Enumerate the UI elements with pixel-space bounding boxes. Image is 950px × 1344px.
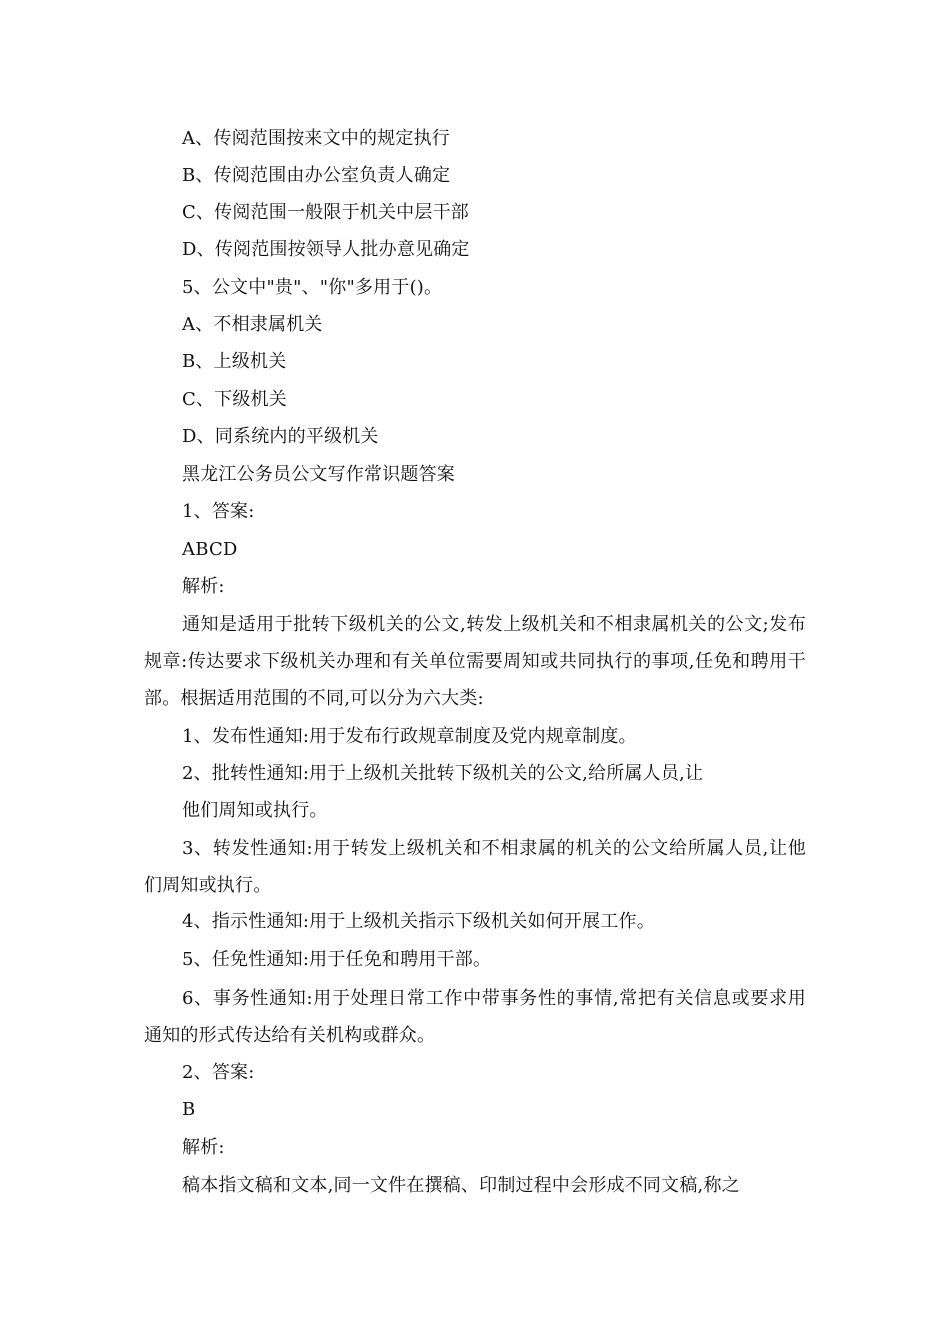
notice-type-2-line2: 他们周知或执行。 bbox=[182, 800, 328, 821]
notice-type-2-line1: 2、批转性通知:用于上级机关批转下级机关的公文,给所属人员,让 bbox=[182, 763, 704, 784]
answer2-heading: 2、答案: bbox=[182, 1062, 255, 1083]
notice-type-5: 5、任免性通知:用于任免和聘用干部。 bbox=[182, 949, 492, 970]
notice-type-4: 4、指示性通知:用于上级机关指示下级机关如何开展工作。 bbox=[182, 911, 655, 932]
notice-type-3: 3、转发性通知:用于转发上级机关和不相隶属的机关的公文给所属人员,让他们周知或执行。 bbox=[144, 838, 806, 896]
q4-option-c: C、传阅范围一般限于机关中层干部 bbox=[182, 202, 469, 223]
answer2-analysis-label: 解析: bbox=[182, 1137, 225, 1158]
q4-option-a: A、传阅范围按来文中的规定执行 bbox=[182, 128, 450, 149]
q4-option-d: D、传阅范围按领导人批办意见确定 bbox=[182, 239, 470, 260]
q5-option-a: A、不相隶属机关 bbox=[182, 314, 323, 335]
answer1-value: ABCD bbox=[182, 539, 238, 560]
q4-option-b: B、传阅范围由办公室负责人确定 bbox=[182, 165, 451, 186]
q5-option-c: C、下级机关 bbox=[182, 389, 287, 410]
notice-type-6: 6、事务性通知:用于处理日常工作中带事务性的事情,常把有关信息或要求用通知的形式传达给有关机构或群众。 bbox=[144, 988, 806, 1046]
q5-option-b: B、上级机关 bbox=[182, 351, 287, 372]
q5-option-d: D、同系统内的平级机关 bbox=[182, 426, 379, 447]
answers-title: 黑龙江公务员公文写作常识题答案 bbox=[182, 464, 455, 485]
notice-type-1: 1、发布性通知:用于发布行政规章制度及党内规章制度。 bbox=[182, 726, 637, 747]
answer2-value: B bbox=[182, 1099, 196, 1120]
answer1-intro-paragraph: 通知是适用于批转下级机关的公文,转发上级机关和不相隶属机关的公文;发布规章:传达要求下级机关办理和有关单位需要周知或共同执行的事项,任免和聘用干部。根据适用范围的不同,可以分为六大类: bbox=[144, 614, 806, 709]
answer1-analysis-label: 解析: bbox=[182, 576, 225, 597]
answer1-heading: 1、答案: bbox=[182, 501, 255, 522]
answer2-analysis-text: 稿本指文稿和文本,同一文件在撰稿、印制过程中会形成不同文稿,称之 bbox=[182, 1175, 740, 1196]
q5-question: 5、公文中"贵"、"你"多用于()。 bbox=[182, 277, 443, 298]
